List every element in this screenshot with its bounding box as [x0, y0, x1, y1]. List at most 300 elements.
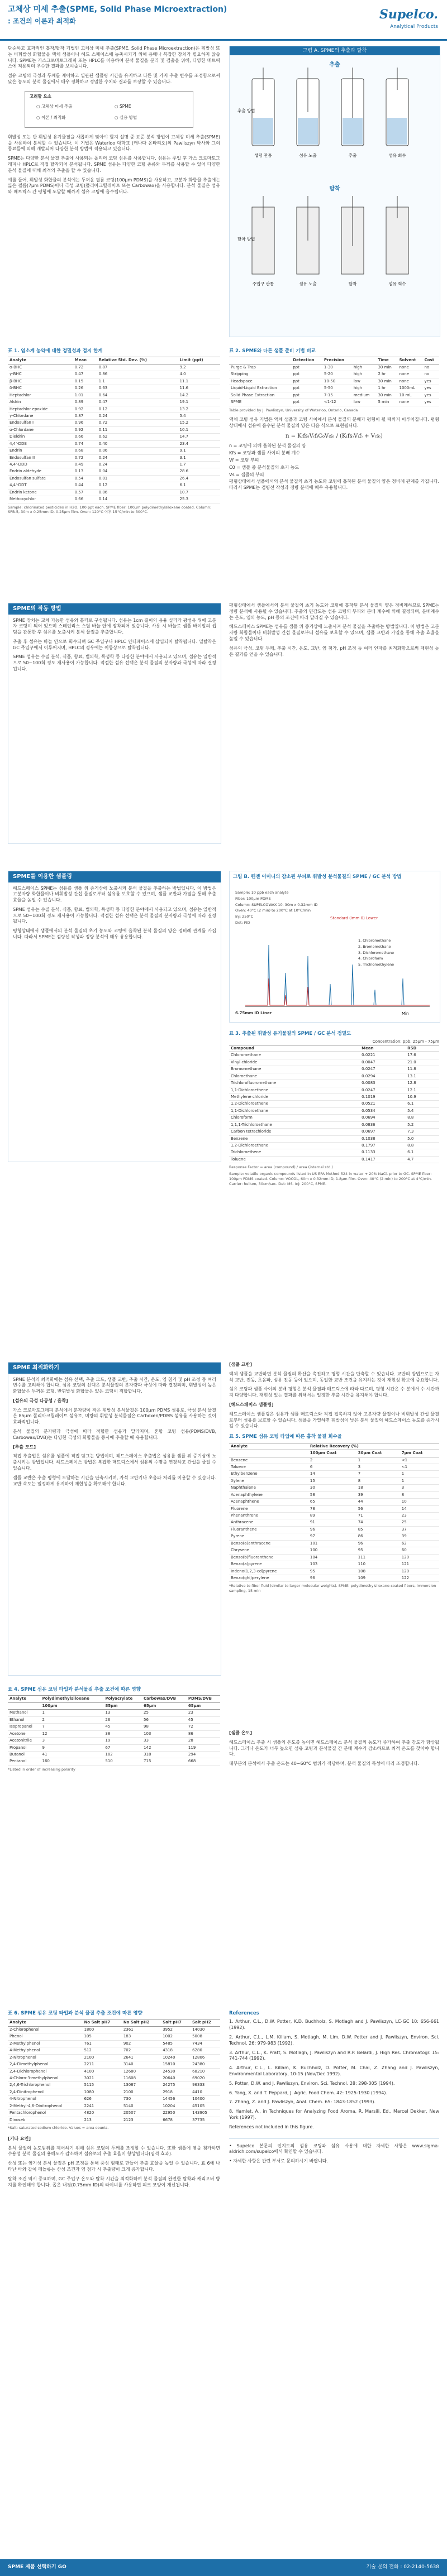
table-cell: 761: [82, 2040, 121, 2047]
table-cell: 122: [400, 1575, 439, 1581]
table6-body: [8, 2026, 220, 2123]
table-row: [229, 1073, 439, 1080]
opt-p1: SPME 분석의 최적화에는 섬유 선택, 추출 모드, 샘플 교반, 추출 시간, 온도, 염 첨가 및 pH 조정 등 여러 변수를 고려해야 합니다. 섬유 코팅의 선택은 분석물질의 분자량과 극성에 따라 결정되며, 휘발성이 높은 화합물은 두꺼운 코팅, 반휘발성 화합물은 얇은 코팅이 적합합니다.: [13, 1376, 216, 1394]
t2-h1: Precision: [322, 357, 352, 364]
table-row: [229, 1457, 439, 1464]
table-cell: <1-12: [322, 399, 352, 406]
table-cell: 28: [187, 1738, 220, 1744]
table-cell: 0.0247: [360, 1087, 406, 1093]
table-cell: 30 min: [376, 392, 397, 399]
table-cell: 294: [187, 1751, 220, 1758]
table-cell: Acenaphthene: [229, 1499, 308, 1505]
table-cell: 6678: [161, 2117, 191, 2123]
t2-h4: Cost: [423, 357, 439, 364]
table-row: [8, 2075, 220, 2081]
table-cell: 318: [142, 1751, 187, 1758]
list-item: Vf = 코팅 부피: [229, 457, 259, 463]
table-cell: 30 min: [376, 378, 397, 385]
opt-h1: [섬유의 극성 다공성 / 흡착]: [13, 1398, 68, 1403]
hs-p1: 헤드스페이스 SPME는 섬유를 샘플 위 증기상에 노출시켜 분석 물질을 추출하는 방법입니다. 이 방법은 고분자량 화합물이나 비휘발성 간섭 물질로부터 섬유를 보호할 수 있으며, 샘플 교반과 가열을 통해 추출 효율을 높일 수 있습니다.: [13, 885, 216, 903]
table-cell: 0.87: [97, 364, 178, 371]
table-cell: Vinyl chloride: [229, 1059, 360, 1066]
t1-h1: Mean: [73, 357, 97, 364]
table-cell: 6.1: [178, 482, 220, 489]
note-p1: • Supelco 본문의 인지도의 섬유 코팅과 섬유 사용에 대한 자세한 사항은 www.sigma-aldrich.com/supelco에서 확인할 수 있습니다.: [229, 2143, 439, 2155]
opt-p5: 샘플 교반은 추출 평형에 도달하는 시간을 단축시키며, 자석 교반기나 초음파 처리를 이용할 수 있습니다. 교반 속도는 일정하게 유지하여 재현성을 확보해야 합니다.: [13, 1475, 216, 1486]
table-cell: none: [398, 371, 423, 378]
table-row: [229, 1526, 439, 1533]
table-cell: 1,2-Dichloroethane: [229, 1143, 360, 1149]
table-cell: 1,2-Dichloroethene: [229, 1101, 360, 1107]
table-cell: 23.4: [178, 440, 220, 447]
table-cell: 24530: [161, 2068, 191, 2075]
table-cell: 101: [308, 1540, 356, 1547]
table-row: [8, 2096, 220, 2103]
theory-p2: 평형상태에서 샘플에서의 분석 물질의 초기 농도와 코팅에 흡착된 분석 물질의 양은 정비례 관계를 가집니다. 따라서 SPME는 검량선 작성과 정량 분석에 매우 유용합니다.: [229, 479, 439, 491]
table-row: [8, 2082, 220, 2089]
table-cell: 1080: [82, 2089, 121, 2095]
table-cell: 2100: [122, 2089, 161, 2095]
table-cell: 11.6: [178, 385, 220, 392]
table-cell: 1: [400, 1478, 439, 1484]
chromatogram-svg: [234, 923, 435, 1018]
table-cell: 8.8: [406, 1143, 439, 1149]
table-cell: 96: [356, 1540, 400, 1547]
table3-note: Sample: volatile organic compounds listed in US EPA Method 524 in water + 20% NaCl, prior to GC. SPME fiber: 100μm PDMS coated. Column: VOCOL, 60m x 0.32mm ID, 1.8μm film. Oven: 40°C (2 min) to 200°C at 4°C/min. Carrier: helium, 30cm/sec. Det: MS. Inj: 200°C, SPME.: [229, 1172, 432, 1186]
table-cell: 0.01: [97, 475, 178, 482]
list-item: 4. Chloroform: [358, 956, 383, 961]
table-cell: 0.72: [97, 420, 178, 426]
table-cell: 3: [356, 1464, 400, 1470]
table-row: [8, 440, 220, 447]
table-cell: Pyrene: [229, 1533, 308, 1540]
table-cell: low: [352, 399, 377, 406]
table-cell: <1: [400, 1457, 439, 1464]
table-cell: 4.7: [406, 1156, 439, 1163]
table-cell: 0.0694: [360, 1115, 406, 1121]
table-cell: 68210: [191, 2068, 220, 2075]
table-cell: 2-Nitrophenol: [8, 2054, 82, 2061]
list-item: Inj: 250°C: [235, 914, 254, 919]
table-cell: 14: [400, 1505, 439, 1512]
table-cell: 902: [122, 2040, 161, 2047]
table-cell: Solid Phase Extraction: [229, 392, 291, 399]
table-row: [229, 392, 439, 399]
table-cell: 45105: [191, 2103, 220, 2109]
table-cell: 2100: [82, 2054, 121, 2061]
table-cell: 0.1797: [360, 1143, 406, 1149]
table-cell: Anthracene: [229, 1519, 308, 1526]
intro-p2: 섬유 코팅의 극성과 두께를 제어하고 일관된 샘플링 시간을 유지하고 다른 몇 가지 추출 변수를 조정함으로써 낮은 농도의 분석 물질에서 매우 정확하고 정밀한 수치와 결과를 보장할 수 있습니다.: [8, 73, 220, 84]
figure1-legend: [235, 890, 317, 927]
table-cell: 0.0534: [360, 1107, 406, 1114]
table-row: [8, 454, 220, 461]
table-cell: 0.0697: [360, 1129, 406, 1135]
table-row: [8, 406, 220, 412]
right-col-text: [229, 603, 439, 661]
table-cell: 5140: [122, 2103, 161, 2109]
list-item: Kfs = 코팅과 샘플 사이의 분배 계수: [229, 450, 300, 456]
table-row: [229, 1156, 439, 1163]
table-cell: 1.1: [97, 378, 178, 385]
table-cell: Isopropanol: [8, 1724, 40, 1730]
table-cell: 0.47: [73, 371, 97, 378]
list-item: 3. Arthur, C.L., K. Pratt, S. Motlagh, J. Pawliszyn and R.P. Belardi, J. High Res. Chromatogr. 15: 741-744 (1992).: [229, 2050, 439, 2061]
table-row: [229, 1135, 439, 1142]
t2-h-blank2: [352, 357, 377, 364]
table-cell: 0.68: [73, 448, 97, 454]
table-row: [229, 378, 439, 385]
table-cell: 105: [82, 2033, 121, 2040]
table-cell: 0.54: [73, 475, 97, 482]
table-cell: 103: [308, 1561, 356, 1568]
table-cell: Endrin ketone: [8, 489, 73, 496]
table-cell: 0.1038: [360, 1135, 406, 1142]
table-cell: 143905: [191, 2110, 220, 2117]
r3-h1: [샘플 온도]: [229, 1730, 253, 1735]
table-row: [8, 1716, 220, 1723]
table-cell: 2: [308, 1457, 356, 1464]
table-cell: Dinoseb: [8, 2117, 82, 2123]
table-cell: 41: [40, 1751, 103, 1758]
table-cell: 65: [308, 1499, 356, 1505]
table-cell: 8.8: [406, 1115, 439, 1121]
table-cell: 0.15: [73, 378, 97, 385]
table-cell: Carbon tetrachloride: [229, 1129, 360, 1135]
table2-note: Table provided by J. Pawliszyn, University of Waterloo, Ontario, Canada: [229, 407, 358, 412]
intro-column: [8, 46, 220, 199]
table-cell: 1.7: [178, 462, 220, 468]
table-cell: 510: [103, 1758, 142, 1765]
table4-title: 표 4. SPME 섬유 코팅 타입과 분석물질 추출 조건에 따른 영향: [8, 1687, 141, 1692]
diagram-svg: [230, 56, 440, 335]
table-cell: 6: [308, 1464, 356, 1470]
table-cell: 26: [103, 1716, 142, 1723]
table-cell: 12.1: [406, 1087, 439, 1093]
t6-h1: No Salt pH7: [82, 2019, 121, 2026]
left-label-3: 추출: [348, 153, 357, 158]
table-cell: β-BHC: [8, 378, 73, 385]
table-cell: 89: [308, 1513, 356, 1519]
table-row: [229, 1149, 439, 1156]
liquid-2: [298, 118, 318, 145]
table-cell: 5.4: [178, 412, 220, 419]
table-cell: Xylene: [229, 1478, 308, 1484]
table-cell: 120: [400, 1554, 439, 1561]
table-row: [229, 1485, 439, 1491]
table-cell: 6280: [191, 2047, 220, 2054]
intro-p4: SPME는 다양한 분석 물질 추출에 사용되는 폴리머 코팅 섬유를 사용합니다. 섬유는 주입 후 가스 크로마토그래피나 HPLC로 직접 탈착되어 분석됩니다. SPME 섬유는 다양한 코팅 종류와 두께를 사용할 수 있어 다양한 분석 물질에 대해 최적의 추출을 할 수 있습니다.: [8, 156, 220, 173]
t1-h0: Analyte: [8, 357, 73, 364]
table-cell: 4,4'-DDD: [8, 462, 73, 468]
r3-p2: 대부분의 분석에서 추출 온도는 40~60°C 범위가 적당하며, 분석 물질의 특성에 따라 조정합니다.: [229, 1761, 420, 1767]
t3-h1: Mean: [360, 1045, 406, 1052]
table-cell: SPME: [229, 399, 291, 406]
table-cell: 121: [400, 1561, 439, 1568]
table-row: [8, 1724, 220, 1730]
table-cell: 6.1: [406, 1149, 439, 1156]
table-cell: Bromomethane: [229, 1066, 360, 1073]
chromatogram-block: [229, 871, 440, 1023]
table-cell: 3952: [161, 2026, 191, 2033]
liquid-4: [387, 118, 407, 145]
table-row: [229, 1513, 439, 1519]
table-cell: 86: [356, 1533, 400, 1540]
table-cell: Ethylbenzene: [229, 1471, 308, 1478]
list-item: 2. Arthur, C.L., L.M. Killam, S. Motlagh, M. Lim, D.W. Potter and J. Pawliszyn, Environ. Sci. Technol. 26: 979-983 (1992).: [229, 2035, 439, 2046]
intro-p1: 단순하고 효과적인 흡착/탈착 기법인 고체상 미세 추출(SPME, Solid Phase Microextraction)은 휘발성 또는 비휘발성 화합물을 액체 샘플이나 헤드 스페이스에 농축시키기 위해 용매나 복잡한 장치가 필요하지 않습니다. SPME는 가스크로마토그래피 또는 HPLC를 이용하여 분석 물질을 분리 및 검출을 위해, 다양한 매트릭스에 적용되며 우수한 결과를 보여줍니다.: [8, 46, 220, 69]
table-cell: 15810: [161, 2061, 191, 2068]
table-cell: 0.49: [73, 462, 97, 468]
table-cell: 2,4-Dimethylphenol: [8, 2061, 82, 2068]
table-row: [229, 1087, 439, 1093]
opt-p2: 가스 크로마토그래피 분석에서 분자량이 작은 휘발성 분석물질은 100μm PDMS 섬유로, 극성 분석 물질은 85μm 폴리아크릴레이트 섬유로, 미량의 휘발성 분석물질은 Carboxen/PDMS 섬유를 사용하는 것이 효과적입니다.: [13, 1407, 216, 1425]
table-cell: Endosulfan II: [8, 454, 73, 461]
table-cell: Acetonitrile: [8, 1738, 40, 1744]
table-cell: Methylene chloride: [229, 1093, 360, 1100]
table3-title: 표 3. 추출된 휘발성 유기물질의 SPME / GC 분석 정밀도: [229, 1031, 351, 1037]
table-cell: 109: [356, 1575, 400, 1581]
table-row: [8, 2026, 220, 2033]
table-cell: 7: [356, 1471, 400, 1478]
table4-body: [8, 1710, 220, 1766]
table-row: [229, 1052, 439, 1059]
table-row: [229, 1568, 439, 1575]
list-item: 8. Hamlet, A., in Techniques for Analyzing Food Aroma, R. Marsili, Ed., Marcel Dekker, New York (1997).: [229, 2109, 439, 2121]
principle-box: [8, 603, 221, 844]
table-cell: 1,1,1-Trichloroethane: [229, 1121, 360, 1128]
table-row: [8, 412, 220, 419]
right-p2: 헤드스페이스 SPME는 섬유를 샘플 위 증기상에 노출시켜 분석 물질을 추출하는 방법입니다. 이 방법은 고분자량 화합물이나 비휘발성 간섭 물질로부터 섬유를 보호할 수 있으며, 샘플 교반과 가열을 통해 추출 효율을 높일 수 있습니다.: [229, 624, 439, 641]
table-cell: none: [398, 364, 423, 371]
table-cell: 5.4: [406, 1107, 439, 1114]
table-cell: 0.86: [97, 371, 178, 378]
table-cell: 13.1: [406, 1073, 439, 1080]
figure1-title: 그림 B. 헨젠 어미니의 감소된 부피로 휘발성 분석물질의 SPME / GC 분석 방법: [233, 874, 402, 880]
table-cell: yes: [423, 378, 439, 385]
table-cell: 97: [308, 1533, 356, 1540]
table-cell: Benzo(b)fluoranthene: [229, 1554, 308, 1561]
table-cell: Aldrin: [8, 399, 73, 406]
references-block: [229, 2009, 439, 2168]
table-cell: yes: [423, 392, 439, 399]
table-cell: 0.0221: [360, 1052, 406, 1059]
table-cell: Naphthalene: [229, 1485, 308, 1491]
table-cell: Pentachlorophenol: [8, 2110, 82, 2117]
table-cell: 56: [356, 1505, 400, 1512]
principle-title: SPME의 작동 방법: [8, 603, 221, 615]
table-cell: 11.1: [178, 378, 220, 385]
table-row: [229, 1066, 439, 1073]
table-cell: Benzo(ghi)perylene: [229, 1575, 308, 1581]
t4-h3: Carbowax/DVB: [142, 1696, 187, 1702]
table-cell: 12: [40, 1730, 103, 1737]
opt-h2: [추출 모드]: [13, 1444, 36, 1450]
table-cell: 72: [187, 1724, 220, 1730]
table-cell: Propanol: [8, 1744, 40, 1751]
table-row: [229, 371, 439, 378]
theory-p1: 액체 코팅 섬유 기법은 액체 샘플과 코팅 사이에서 분석 물질의 분배가 평형이 될 때까지 이루어집니다. 평형 상태에서 섬유에 흡수된 분석 물질의 양은 다음 식으로 표현됩니다.: [229, 417, 439, 429]
table3-body: [229, 1052, 439, 1163]
list-item: 2. Bromomethane: [358, 944, 391, 949]
footer-link[interactable]: SPME 제품 선택하기 GO: [8, 2564, 66, 2570]
table-row: [229, 1101, 439, 1107]
table2-block: [229, 347, 439, 495]
table-cell: 21.0: [406, 1059, 439, 1066]
table-cell: 0.0047: [360, 1059, 406, 1066]
list-item: Vs = 샘플의 부피: [229, 472, 264, 477]
table-cell: 96333: [191, 2082, 220, 2089]
table-cell: 2,4,6-Trichlorophenol: [8, 2082, 82, 2089]
table-row: [8, 448, 220, 454]
table5: [229, 1443, 439, 1582]
table-cell: Phenol: [8, 2033, 82, 2040]
table-cell: 626: [82, 2096, 121, 2103]
table5-body: [229, 1457, 439, 1582]
table-row: [229, 1533, 439, 1540]
table-cell: 110: [356, 1561, 400, 1568]
list-item: Fiber: 100μm PDMS: [235, 896, 271, 901]
principle-p1: SPME 장치는 교체 가능한 섬유와 홀더로 구성됩니다. 섬유는 1cm 길이의 용융 실리카 광섬유 위에 고분자 코팅이 되어 있으며 스테인리스 스틸 바늘 안에 장착되어 있습니다. 사용 시 바늘로 샘플 바이알의 셉텀을 관통한 후 섬유를 노출시켜 분석 물질을 추출합니다.: [13, 617, 216, 635]
table-cell: 20507: [122, 2110, 161, 2117]
table-cell: Fluorene: [229, 1505, 308, 1512]
table-cell: 24380: [191, 2061, 220, 2068]
table-cell: no: [423, 371, 439, 378]
table-cell: 0.0083: [360, 1080, 406, 1087]
table-cell: 74: [356, 1519, 400, 1526]
left-label-2: 섬유 노출: [299, 153, 317, 158]
table-cell: 19.1: [178, 399, 220, 406]
table-row: [229, 1505, 439, 1512]
table-cell: 111: [356, 1554, 400, 1561]
table-row: [229, 1478, 439, 1484]
references-list: [229, 2019, 439, 2130]
table-cell: Purge & Trap: [229, 364, 291, 371]
headspace-box: [8, 871, 221, 1162]
page-subtitle: : 조건의 이론과 최적화: [8, 17, 76, 25]
table-row: [8, 2103, 220, 2109]
theory-vars: [229, 443, 439, 478]
table-cell: 0.0521: [360, 1101, 406, 1107]
table-cell: 25.3: [178, 496, 220, 503]
table-cell: 668: [187, 1758, 220, 1765]
table-cell: 19: [103, 1738, 142, 1744]
table-cell: high: [352, 364, 377, 371]
t4-s4: 65μm: [187, 1702, 220, 1709]
table-cell: 2-Chlorophenol: [8, 2026, 82, 2033]
table-cell: 0.66: [73, 496, 97, 503]
table6-note: *Salt: saturated sodium chloride. Values = area counts.: [8, 2126, 109, 2131]
table-row: [229, 399, 439, 406]
supelco-logo: [379, 7, 438, 30]
factor-4: ○ 실용 방법: [115, 114, 137, 120]
table-cell: 91: [308, 1519, 356, 1526]
table-cell: Endrin aldehyde: [8, 468, 73, 475]
table-cell: 58: [308, 1491, 356, 1498]
list-item: References not included in this figure.: [229, 2124, 314, 2129]
table-cell: 2 hr: [376, 371, 397, 378]
table-row: [8, 2089, 220, 2095]
table-cell: 4-Chloro-3-methylphenol: [8, 2075, 82, 2081]
table-cell: Chloromethane: [229, 1052, 360, 1059]
table-cell: ppt: [291, 392, 322, 399]
table-cell: 10.1: [178, 426, 220, 433]
t2-h0: Detection: [291, 357, 322, 364]
table-cell: Heptachlor: [8, 392, 73, 399]
table-cell: high: [352, 385, 377, 392]
headspace-title: SPME를 이용한 샘플링: [8, 871, 221, 882]
spme-diagram: [229, 46, 440, 337]
table-row: [8, 468, 220, 475]
left-label-0: 추출 방법: [237, 108, 255, 113]
t5-h1: Relative Recovery (%): [308, 1443, 439, 1450]
table-cell: 14030: [191, 2026, 220, 2033]
right-col-2: [229, 1362, 439, 1594]
list-item: 7. Zhang, Z. and J. Pawliszyn, Anal. Chem. 65: 1843-1852 (1993).: [229, 2099, 376, 2105]
t6-h4: Salt pH2: [191, 2019, 220, 2026]
table-cell: 7-15: [322, 392, 352, 399]
table-cell: none: [398, 378, 423, 385]
table-row: [8, 2110, 220, 2117]
table-cell: 4-Nitrophenol: [8, 2096, 82, 2103]
table-cell: 22950: [161, 2110, 191, 2117]
t4-s3: 65μm: [142, 1702, 187, 1709]
table-cell: 1,1-Dichloroethane: [229, 1107, 360, 1114]
table1-note: Sample: chlorinated pesticides in H2O, 100 ppt each. SPME fiber: 100μm polydimethylsiloxane coated. Column: SPB-5, 30m x 0.25mm ID, 0.25μm film. Oven: 120°C 이후 15°C/min to 300°C.: [8, 505, 212, 515]
table-cell: 2,4-Dinitrophenol: [8, 2089, 82, 2095]
table-row: [8, 420, 220, 426]
table-cell: 7: [40, 1724, 103, 1730]
table-cell: 12.8: [406, 1080, 439, 1087]
table-cell: 0.24: [97, 454, 178, 461]
t4-h4: PDMS/DVB: [187, 1696, 220, 1702]
table-row: [8, 462, 220, 468]
table-cell: 25: [400, 1519, 439, 1526]
table-cell: Pentanol: [8, 1758, 40, 1765]
table-row: [8, 2054, 220, 2061]
table-row: [8, 482, 220, 489]
table-cell: 45: [187, 1716, 220, 1723]
table-cell: 512: [82, 2047, 121, 2054]
table-cell: 0.24: [97, 412, 178, 419]
factors-box: [25, 91, 193, 128]
table-cell: 69020: [191, 2075, 220, 2081]
table-row: [8, 2061, 220, 2068]
table-cell: 103: [142, 1730, 187, 1737]
table-cell: 0.64: [97, 392, 178, 399]
t4-s1: 100μm: [40, 1702, 103, 1709]
t1-h2: Relative Std. Dev. (%): [97, 357, 178, 364]
figure1-foot: 6.75mm ID Liner: [235, 1011, 272, 1015]
sidebar-note: [229, 2138, 439, 2165]
list-item: 1. Chloromethane: [358, 938, 391, 943]
table-cell: 37: [400, 1526, 439, 1533]
table-cell: 85: [356, 1526, 400, 1533]
list-item: Oven: 40°C (2 min) to 200°C at 10°C/min: [235, 908, 311, 913]
table6-block: [8, 2009, 220, 2191]
table2: [229, 357, 439, 406]
table-row: [229, 1121, 439, 1128]
table-cell: 1: [400, 1471, 439, 1478]
table-row: [229, 1143, 439, 1149]
table-cell: 0.04: [97, 468, 178, 475]
table-cell: 13.2: [178, 406, 220, 412]
table-row: [8, 496, 220, 503]
table-cell: 0.87: [73, 412, 97, 419]
table2-title: 표 2. SPME와 다른 샘플 준비 기법 비교: [229, 348, 316, 354]
table-row: [8, 489, 220, 496]
table-cell: 37735: [191, 2117, 220, 2123]
